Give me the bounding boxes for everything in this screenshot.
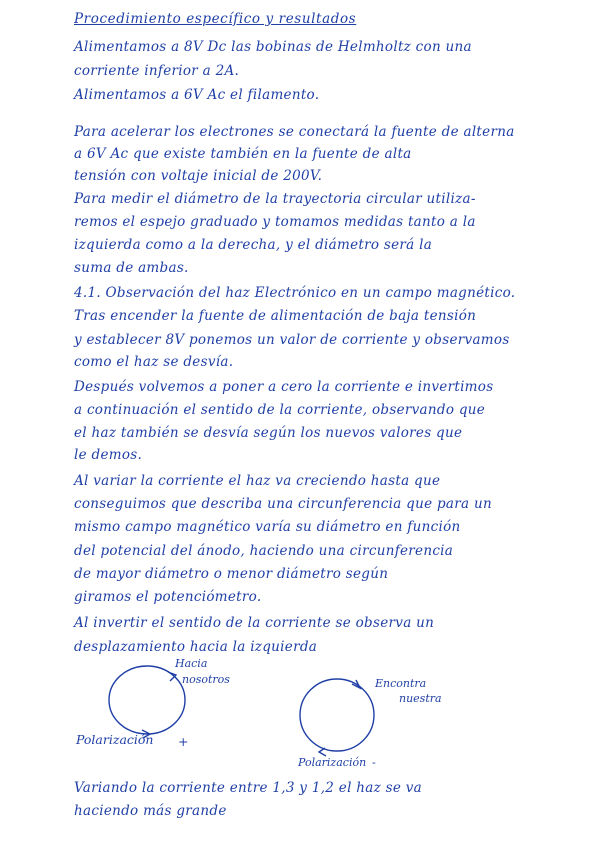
text-line: desplazamiento hacia la izquierda: [74, 639, 318, 655]
text-line: izquierda como a la derecha, y el diámetro será la: [74, 237, 433, 253]
text-line: Al invertir el sentido de la corriente se observa un: [74, 615, 435, 631]
text-line: como el haz se desvía.: [74, 354, 234, 370]
right-circle-label: Encontra: [375, 677, 427, 690]
text-line: le demos.: [74, 447, 143, 463]
text-line: el haz también se desvía según los nuevos valores que: [74, 425, 463, 441]
right-polarization-sign: -: [372, 756, 376, 769]
left-circle-label: Hacia: [175, 657, 208, 670]
text-line: a continuación el sentido de la corriente, observando que: [74, 402, 486, 418]
text-line: haciendo más grande: [74, 803, 227, 819]
text-line: corriente inferior a 2A.: [74, 63, 240, 79]
text-line: giramos el potenciómetro.: [74, 589, 262, 605]
text-line: Después volvemos a poner a cero la corriente e invertimos: [74, 379, 494, 395]
right-circle-label: nuestra: [399, 692, 442, 705]
text-line: Para medir el diámetro de la trayectoria circular utiliza-: [74, 191, 476, 207]
text-line: Para acelerar los electrones se conectará la fuente de alterna: [74, 124, 515, 140]
right-arrow-bottom-icon: [319, 748, 326, 756]
left-polarization-sign: +: [178, 734, 189, 749]
text-line: a 6V Ac que existe también en la fuente de alta: [74, 146, 412, 162]
text-line: Alimentamos a 6V Ac el filamento.: [74, 87, 320, 103]
left-trajectory-circle: [109, 666, 185, 734]
text-line: Variando la corriente entre 1,3 y 1,2 el haz se va: [74, 780, 423, 796]
text-line: del potencial del ánodo, haciendo una circunferencia: [74, 543, 454, 559]
right-polarization-label: Polarización: [298, 756, 367, 769]
left-polarization-label: Polarización: [76, 732, 154, 747]
section-heading: 4.1. Observación del haz Electrónico en un campo magnético.: [74, 285, 516, 301]
text-line: remos el espejo graduado y tomamos medidas tanto a la: [74, 214, 476, 230]
left-arrow-top-icon: [168, 672, 176, 681]
text-line: Tras encender la fuente de alimentación de baja tensión: [74, 308, 477, 324]
text-line: de mayor diámetro o menor diámetro según: [74, 566, 389, 582]
text-line: mismo campo magnético varía su diámetro en función: [74, 519, 461, 535]
page-title: Procedimiento específico y resultados: [74, 11, 357, 27]
left-circle-label: nosotros: [182, 673, 230, 686]
text-line: Alimentamos a 8V Dc las bobinas de Helmholtz con una: [74, 39, 472, 55]
right-arrow-top-icon: [352, 680, 360, 688]
text-line: Al variar la corriente el haz va creciendo hasta que: [74, 473, 441, 489]
text-line: conseguimos que describa una circunferencia que para un: [74, 496, 492, 512]
right-trajectory-circle: [300, 679, 374, 751]
text-line: tensión con voltaje inicial de 200V.: [74, 168, 323, 184]
text-line: suma de ambas.: [74, 260, 189, 276]
text-line: y establecer 8V ponemos un valor de corriente y observamos: [74, 332, 510, 348]
